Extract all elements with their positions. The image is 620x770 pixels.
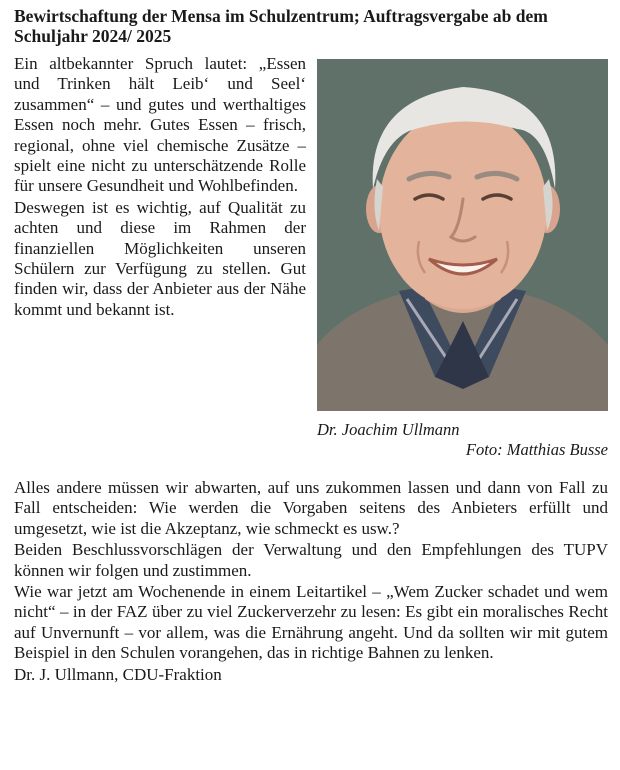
article-body-full-width xyxy=(14,478,608,686)
article-paragraph: Beiden Beschlussvorschlägen der Verwaltung und den Empfehlungen des TUPV können wir folgen und zustimmen. xyxy=(14,540,608,580)
portrait-illustration xyxy=(317,59,608,411)
caption-photo-credit: Foto: Matthias Busse xyxy=(465,440,608,459)
article-headline: Bewirtschaftung der Mensa im Schulzentrum; Auftragsvergabe ab dem Schuljahr 2024/ 2025 xyxy=(14,6,548,46)
photo-caption xyxy=(317,420,608,460)
portrait-photo xyxy=(317,59,608,411)
article-paragraph: Alles andere müssen wir abwarten, auf uns zukommen lassen und dann von Fall zu Fall entscheiden: Wie werden die Vorgaben seitens des Anbieters erfüllt und umgesetzt, wie ist die Akzeptanz, wie schmeckt es usw.? xyxy=(14,478,608,538)
article-paragraph: Ein altbekannter Spruch lautet: „Essen und Trinken hält Leib‘ und Seel‘ zusammen“ – und gutes und werthaltiges Essen noch mehr. Gutes Essen – frisch, regional, ohne viel chemische Zusätze – spielt eine nicht zu unterschätzende Rolle für unsere Gesundheit und Wohlbefinden. xyxy=(14,54,306,196)
article-signature: Dr. J. Ullmann, CDU-Fraktion xyxy=(14,664,222,684)
article-paragraph: Wie war jetzt am Wochenende in einem Leitartikel – „Wem Zucker schadet und wem nicht“ – in der FAZ über zu viel Zuckerverzehr zu lesen: Es gibt ein moralisches Recht auf Unvernunft – vor allem, was die Ernährung angeht. Und da sollten wir mit gutem Beispiel in den Schulen vorangehen, das in richtige Bahnen zu lenken. xyxy=(14,582,608,663)
article-intro-column xyxy=(14,54,306,321)
article-paragraph: Deswegen ist es wichtig, auf Qualität zu achten und diese im Rahmen der finanziellen Möglichkeiten unseren Schülern zur Verfügung zu stellen. Gut finden wir, dass der Anbieter aus der Nähe kommt und bekannt ist. xyxy=(14,197,306,319)
caption-person-name: Dr. Joachim Ullmann xyxy=(317,420,460,439)
